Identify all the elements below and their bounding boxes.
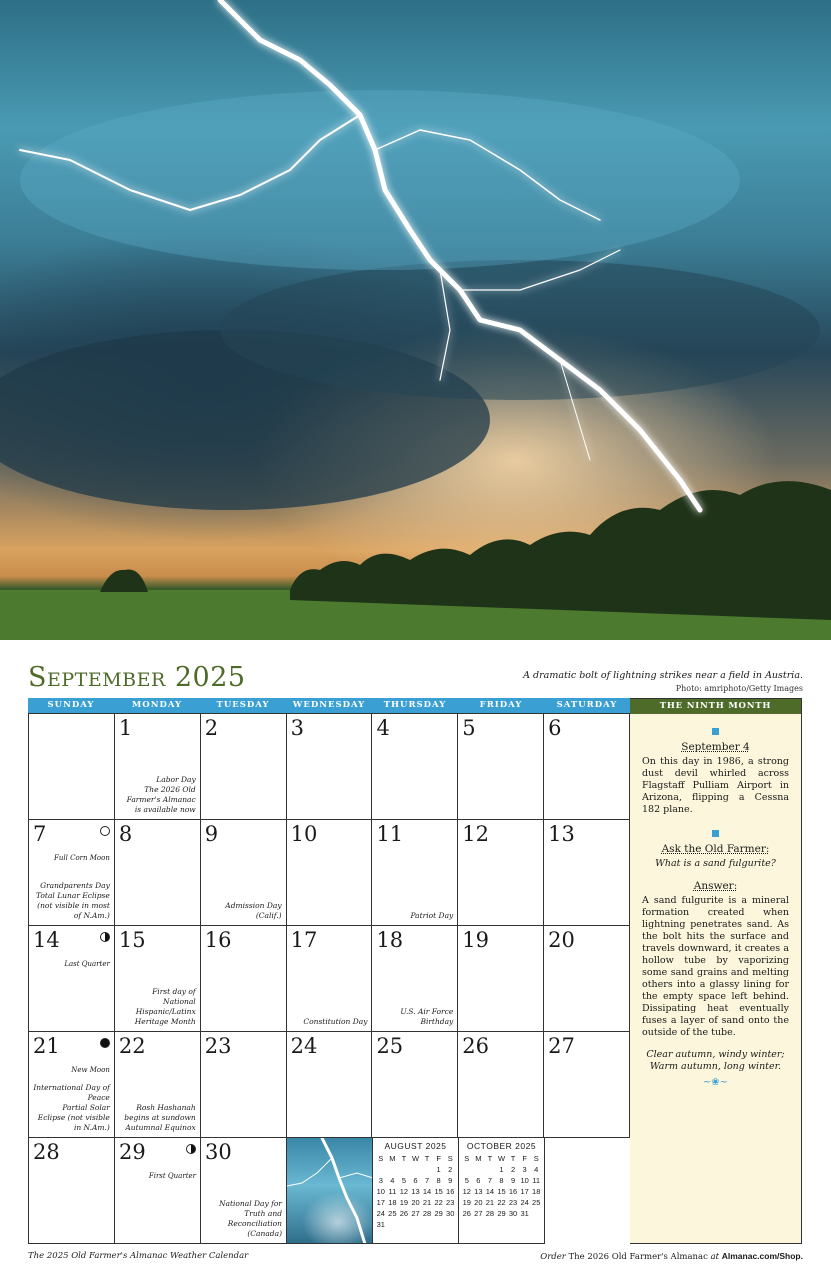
event-text: Admission Day (Calif.) xyxy=(225,901,282,920)
mini-day xyxy=(398,1164,410,1175)
day-number: 2 xyxy=(204,716,219,740)
event-text: Labor Day xyxy=(156,775,196,784)
day-cell-6 xyxy=(544,714,630,820)
day-number: 27 xyxy=(548,1034,575,1058)
mini-day: 13 xyxy=(411,1187,420,1196)
mini-day: 2 xyxy=(510,1165,516,1174)
event-text: Autumnal Equinox xyxy=(125,1123,196,1132)
day-cell-16 xyxy=(201,926,287,1032)
week-row xyxy=(29,714,630,820)
moon-label: New Moon xyxy=(71,1066,110,1074)
footer-at-word: at xyxy=(710,1252,720,1262)
day-number: 5 xyxy=(462,716,476,740)
mini-day: 6 xyxy=(476,1176,481,1185)
day-number: 6 xyxy=(548,716,562,740)
mini-weekday: T xyxy=(487,1154,493,1163)
mini-day: 12 xyxy=(462,1187,471,1196)
day-events xyxy=(205,901,282,921)
mini-day: 13 xyxy=(474,1187,483,1196)
day-number: 4 xyxy=(376,716,390,740)
day-events xyxy=(291,1017,368,1027)
mini-day: 23 xyxy=(446,1198,455,1207)
day-number: 10 xyxy=(290,822,318,846)
mini-weekday: W xyxy=(411,1154,420,1163)
mini-day: 25 xyxy=(532,1198,541,1207)
mini-weekday: S xyxy=(447,1154,453,1163)
mini-calendar-october xyxy=(459,1138,545,1244)
moon-label: First Quarter xyxy=(148,1172,196,1180)
mini-weekday: S xyxy=(464,1154,470,1163)
day-cell-14 xyxy=(29,926,115,1032)
day-number: 23 xyxy=(204,1034,232,1058)
day-cell-26 xyxy=(458,1032,544,1138)
mini-day: 29 xyxy=(497,1209,506,1218)
day-number: 16 xyxy=(204,928,232,952)
moon-label: Last Quarter xyxy=(64,960,110,968)
week-row xyxy=(29,1032,630,1138)
sidebar-ninth-month xyxy=(630,698,802,1244)
day-cell-13 xyxy=(544,820,630,926)
day-number: 24 xyxy=(290,1034,318,1058)
day-number: 26 xyxy=(462,1034,490,1058)
day-cell-2 xyxy=(201,714,287,820)
mini-day: 1 xyxy=(436,1165,441,1174)
mini-day: 8 xyxy=(499,1176,504,1185)
mini-day: 23 xyxy=(508,1198,518,1207)
ask-heading: Ask the Old Farmer: xyxy=(661,843,770,855)
mini-weekday: S xyxy=(533,1154,539,1163)
mini-day: 18 xyxy=(388,1198,397,1207)
day-number: 13 xyxy=(548,822,575,846)
mini-day xyxy=(410,1164,422,1175)
day-number: 1 xyxy=(118,716,133,740)
mini-weekday: S xyxy=(378,1154,384,1163)
event-text: National Day for Truth and Reconciliation (Canada) xyxy=(218,1199,282,1238)
mini-day: 31 xyxy=(376,1220,385,1229)
mini-day: 31 xyxy=(520,1209,529,1218)
lightning-thumbnail xyxy=(287,1138,373,1244)
mini-day xyxy=(375,1164,387,1175)
mini-day: 30 xyxy=(446,1209,455,1218)
mini-day: 22 xyxy=(497,1198,506,1207)
answer-text: A sand fulgurite is a mineral formation created when lightning penetrates sand. As the bolt hits the surface and travels downward, it creates a hollow tube by vaporizing some sand grains and melting others into a glassy lining for the empty space left behind. Dissipating heat eventually fuses a layer of sand onto the outside of the tube. xyxy=(642,895,789,1038)
mini-day: 27 xyxy=(411,1209,420,1218)
answer-heading: Answer: xyxy=(693,880,738,892)
day-cell-17 xyxy=(287,926,373,1032)
day-cell-27 xyxy=(544,1032,630,1138)
mini-day xyxy=(421,1164,433,1175)
event-text: Patriot Day xyxy=(410,911,454,920)
day-cell-11 xyxy=(372,820,458,926)
event-text: Total Lunar Eclipse (not visible in most of N.Am.) xyxy=(36,891,110,920)
mini-day: 7 xyxy=(487,1176,492,1185)
day-cell-8 xyxy=(115,820,201,926)
day-events xyxy=(205,1199,282,1239)
mini-weekday: F xyxy=(522,1154,527,1163)
mini-day: 14 xyxy=(485,1187,495,1196)
mini-weekday: M xyxy=(389,1154,396,1163)
mini-day: 4 xyxy=(390,1176,395,1185)
footer-order-word: Order xyxy=(540,1252,566,1262)
day-events xyxy=(376,911,453,921)
day-cell-30 xyxy=(201,1138,287,1244)
ornament-icon: ~❀~ xyxy=(702,1077,729,1088)
mini-day: 22 xyxy=(434,1198,443,1207)
day-number: 28 xyxy=(33,1140,60,1164)
mini-day: 21 xyxy=(422,1198,432,1207)
day-cell-22 xyxy=(115,1032,201,1138)
mini-weekday: T xyxy=(424,1154,430,1163)
weekday-header xyxy=(28,698,630,713)
calendar-grid xyxy=(28,698,630,1244)
mini-day: 24 xyxy=(376,1209,385,1218)
mini-day: 5 xyxy=(464,1176,469,1185)
mini-weekday: F xyxy=(436,1154,441,1163)
weekday-thursday: THURSDAY xyxy=(383,700,447,710)
mini-weekday: T xyxy=(510,1154,516,1163)
day-number: 12 xyxy=(462,822,490,846)
mini-day: 5 xyxy=(401,1176,406,1185)
mini-day: 19 xyxy=(462,1198,471,1207)
day-cell-5 xyxy=(458,714,544,820)
day-events xyxy=(119,775,196,815)
mini-day: 1 xyxy=(499,1165,504,1174)
week-row xyxy=(29,820,630,926)
footer-title: The 2025 Old Farmer's Almanac Weather Calendar xyxy=(28,1251,249,1261)
full-moon-icon xyxy=(100,826,110,836)
mini-day: 18 xyxy=(532,1187,541,1196)
day-cell-1 xyxy=(115,714,201,820)
mini-day: 19 xyxy=(399,1198,409,1207)
day-cell-19 xyxy=(458,926,544,1032)
day-number: 11 xyxy=(376,822,404,846)
mini-day: 15 xyxy=(434,1187,443,1196)
moon-label: Full Corn Moon xyxy=(54,854,110,862)
mini-day: 2 xyxy=(448,1165,453,1174)
mini-day: 9 xyxy=(510,1176,516,1185)
thumbnail-bolt xyxy=(287,1138,373,1244)
day-number: 9 xyxy=(204,822,219,846)
day-cell-empty xyxy=(29,714,115,820)
event-text: Rosh Hashanah begins at sundown xyxy=(124,1103,196,1122)
event-text: Grandparents Day xyxy=(40,881,110,890)
day-cell-24 xyxy=(287,1032,373,1138)
day-cell-28 xyxy=(29,1138,115,1244)
weekday-wednesday: WEDNESDAY xyxy=(292,700,366,710)
day-number: 29 xyxy=(119,1140,146,1164)
mini-day: 10 xyxy=(376,1187,385,1196)
day-cell-23 xyxy=(201,1032,287,1138)
mini-day xyxy=(387,1164,399,1175)
mini-calendar-august xyxy=(373,1138,459,1244)
day-cell-12 xyxy=(458,820,544,926)
day-number: 25 xyxy=(376,1034,404,1058)
mini-day: 28 xyxy=(485,1209,495,1218)
fact-text: On this day in 1986, a strong dust devil whirled across Flagstaff Pulliam Airport in Arizona, flipping a Cessna 182 plane. xyxy=(642,756,789,815)
last-quarter-moon-icon xyxy=(100,932,110,942)
day-cell-10 xyxy=(287,820,373,926)
event-text: Constitution Day xyxy=(303,1017,368,1026)
square-bullet-icon xyxy=(712,830,719,837)
week-row xyxy=(29,1138,630,1244)
footer-book-title: The 2026 Old Farmer's Almanac xyxy=(568,1252,708,1262)
mini-day: 9 xyxy=(448,1176,453,1185)
mini-weekday: M xyxy=(475,1154,482,1163)
mini-day: 8 xyxy=(436,1176,441,1185)
mini-day: 25 xyxy=(388,1209,397,1218)
day-events xyxy=(33,1083,110,1133)
mini-day: 29 xyxy=(434,1209,443,1218)
day-cell-4 xyxy=(372,714,458,820)
mini-day: 16 xyxy=(508,1187,518,1196)
mini-day: 30 xyxy=(508,1209,518,1218)
mini-day: 14 xyxy=(422,1187,432,1196)
photo-caption: A dramatic bolt of lightning strikes near a field in Austria. xyxy=(523,670,803,681)
event-text: First day of National Hispanic/Latinx Heritage Month xyxy=(134,987,196,1026)
day-events xyxy=(119,987,196,1027)
weekday-saturday: SATURDAY xyxy=(556,700,618,710)
event-text: is available now xyxy=(134,805,196,814)
mini-day: 17 xyxy=(376,1198,385,1207)
weekday-friday: FRIDAY xyxy=(479,700,523,710)
day-number: 22 xyxy=(118,1034,146,1058)
mini-day: 20 xyxy=(474,1198,483,1207)
day-cell-3 xyxy=(287,714,373,820)
day-cell-9 xyxy=(201,820,287,926)
mini-calendar-days xyxy=(461,1153,542,1219)
day-cell-25 xyxy=(372,1032,458,1138)
week-row xyxy=(29,926,630,1032)
mini-day: 12 xyxy=(399,1187,409,1196)
footer-website-link[interactable]: Almanac.com/Shop. xyxy=(721,1251,803,1261)
weekday-monday: MONDAY xyxy=(131,700,183,710)
weekday-sunday: SUNDAY xyxy=(47,700,95,710)
day-number: 21 xyxy=(33,1034,60,1058)
day-number: 18 xyxy=(376,928,404,952)
day-number: 14 xyxy=(33,928,60,952)
day-cell-15 xyxy=(115,926,201,1032)
mini-calendar-title: OCTOBER 2025 xyxy=(466,1141,537,1151)
mini-day: 4 xyxy=(534,1165,539,1174)
day-cell-20 xyxy=(544,926,630,1032)
day-number: 30 xyxy=(205,1140,232,1164)
mini-day: 28 xyxy=(422,1209,432,1218)
day-number: 19 xyxy=(462,928,490,952)
day-number: 20 xyxy=(548,928,575,952)
mini-calendar-title: AUGUST 2025 xyxy=(384,1141,447,1151)
mini-day: 27 xyxy=(474,1209,483,1218)
footer-order xyxy=(540,1251,803,1262)
mini-day: 6 xyxy=(413,1176,418,1185)
mini-day: 11 xyxy=(388,1187,397,1196)
mini-day: 15 xyxy=(497,1187,506,1196)
mini-day: 3 xyxy=(522,1165,527,1174)
mini-calendar-days xyxy=(375,1153,456,1230)
day-number: 8 xyxy=(118,822,133,846)
day-events xyxy=(119,1103,196,1133)
mini-day: 7 xyxy=(424,1176,430,1185)
proverb xyxy=(642,1049,789,1073)
sidebar-header: THE NINTH MONTH xyxy=(630,699,801,714)
mini-day: 24 xyxy=(520,1198,529,1207)
day-cell-29 xyxy=(115,1138,201,1244)
mini-day: 16 xyxy=(446,1187,455,1196)
day-cell-21 xyxy=(29,1032,115,1138)
mini-day xyxy=(484,1164,496,1175)
day-number: 15 xyxy=(118,928,146,952)
mini-day: 10 xyxy=(520,1176,529,1185)
day-number: 17 xyxy=(290,928,318,952)
event-text: The 2026 Old Farmer's Almanac xyxy=(126,785,196,804)
proverb-line: Clear autumn, windy winter; xyxy=(646,1049,785,1060)
mini-day: 20 xyxy=(411,1198,420,1207)
first-quarter-moon-icon xyxy=(186,1144,196,1154)
square-bullet-icon xyxy=(712,728,719,735)
mini-day: 11 xyxy=(532,1176,541,1185)
day-number: 3 xyxy=(290,716,304,740)
day-events xyxy=(33,881,110,921)
new-moon-icon xyxy=(100,1038,110,1048)
question-text: What is a sand fulgurite? xyxy=(655,858,776,869)
mini-weekday: W xyxy=(497,1154,506,1163)
day-cell-7 xyxy=(29,820,115,926)
mini-day: 3 xyxy=(378,1176,383,1185)
mini-day: 26 xyxy=(462,1209,471,1218)
photo-credit: Photo: amriphoto/Getty Images xyxy=(675,684,803,693)
mini-day: 21 xyxy=(485,1198,495,1207)
mini-weekday: T xyxy=(401,1154,407,1163)
day-events xyxy=(376,1007,453,1027)
mini-day: 17 xyxy=(520,1187,529,1196)
mini-day xyxy=(461,1164,473,1175)
day-number: 7 xyxy=(33,822,47,846)
weekday-tuesday: TUESDAY xyxy=(216,700,270,710)
event-text: U.S. Air Force Birthday xyxy=(400,1007,454,1026)
mini-day: 26 xyxy=(399,1209,409,1218)
day-cell-18 xyxy=(372,926,458,1032)
mini-day xyxy=(473,1164,485,1175)
event-text: Partial Solar Eclipse (not visible in N.Am.) xyxy=(37,1103,110,1132)
proverb-line: Warm autumn, long winter. xyxy=(649,1061,782,1072)
fact-heading: September 4 xyxy=(681,741,750,753)
event-text: International Day of Peace xyxy=(33,1083,110,1102)
month-title: September 2025 xyxy=(28,662,246,693)
